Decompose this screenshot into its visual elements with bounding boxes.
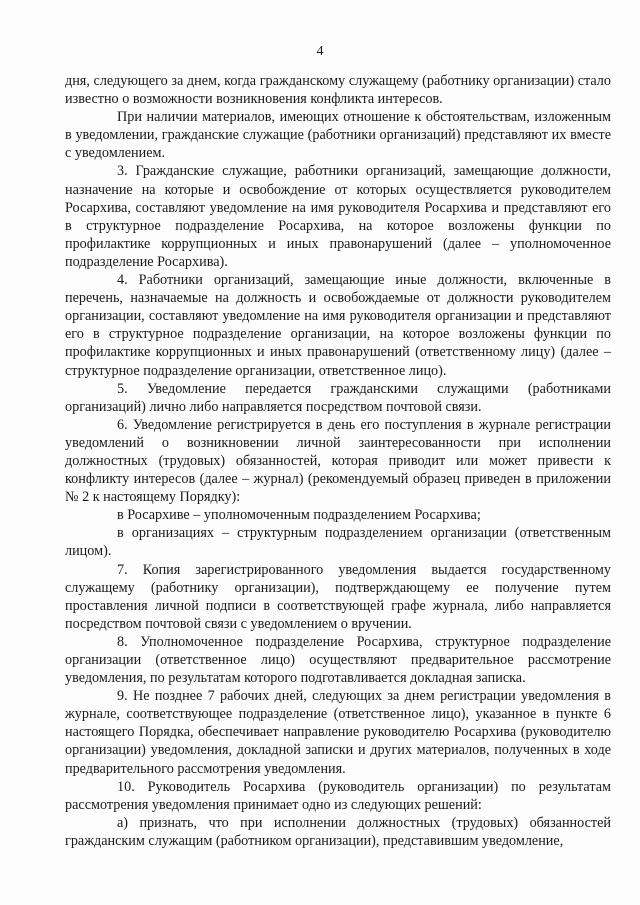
paragraph-item-10: 10. Руководитель Росархива (руководитель организации) по результатам рассмотрения уведомления принимает одно из следующих решений: xyxy=(65,778,611,813)
paragraph-item-4: 4. Работники организаций, замещающие иные должности, включенные в перечень, назначаемые на должность и освобождаемые от должности руководителем организации, составляют уведомление на имя руководителя организации и представляют его в структурное подразделение организации, на которое возложены функции по профилактике коррупционных и иных правонарушений (ответственному лицу) (далее – структурное подразделение организации, ответственное лицо). xyxy=(65,272,611,379)
paragraph-item-5: 5. Уведомление передается гражданскими служащими (работниками организаций) лично либо направляется посредством почтовой связи. xyxy=(65,380,611,415)
document-body xyxy=(65,72,611,850)
page-number: 4 xyxy=(316,44,324,59)
paragraph-item-6: 6. Уведомление регистрируется в день его поступления в журнале регистрации уведомлений о возникновении личной заинтересованности при исполнении должностных (трудовых) обязанностей, которая приводит или может привести к конфликту интересов (далее – журнал) (рекомендуемый образец приведен в приложении № 2 к настоящему Порядку): xyxy=(65,416,611,506)
paragraph-continuation: дня, следующего за днем, когда гражданскому служащему (работнику организации) стало известно о возможности возникновения конфликта интересов. xyxy=(65,73,611,108)
paragraph-materials: При наличии материалов, имеющих отношение к обстоятельствам, изложенным в уведомлении, гражданские служащие (работники организаций) представляют их вместе с уведомлением. xyxy=(65,109,611,162)
paragraph-item-6-rosarchiv: в Росархиве – уполномоченным подразделением Росархива; xyxy=(117,507,481,524)
paragraph-item-3: 3. Гражданские служащие, работники организаций, замещающие должности, назначение на которые и освобождение от которых осуществляется руководителем Росархива, составляют уведомление на имя руководителя Росархива и представляют его в структурное подразделение Росархива, на которое возложены функции по профилактике коррупционных и иных правонарушений (далее – уполномоченное подразделение Росархива). xyxy=(65,163,611,270)
paragraph-item-10-a: а) признать, что при исполнении должностных (трудовых) обязанностей гражданским служащим (работником организации), представившим уведомление, xyxy=(65,814,611,849)
paragraph-item-6-organizations: в организациях – структурным подразделением организации (ответственным лицом). xyxy=(65,525,611,560)
paragraph-item-9: 9. Не позднее 7 рабочих дней, следующих за днем регистрации уведомления в журнале, соответствующее подразделение (ответственное лицо), указанное в пункте 6 настоящего Порядка, обеспечивает направление руководителю Росархива (руководителю организации) уведомления, докладной записки и других материалов, полученных в ходе предварительного рассмотрения уведомления. xyxy=(65,688,611,777)
paragraph-item-8: 8. Уполномоченное подразделение Росархива, структурное подразделение организации (ответственное лицо) осуществляют предварительное рассмотрение уведомления, по результатам которого подготавливается докладная записка. xyxy=(65,633,611,687)
paragraph-item-7: 7. Копия зарегистрированного уведомления выдается государственному служащему (работнику организации), подтверждающему ее получение путем проставления личной подписи в соответствующей графе журнала, либо направляется посредством почтовой связи с уведомлением о вручении. xyxy=(65,561,611,632)
